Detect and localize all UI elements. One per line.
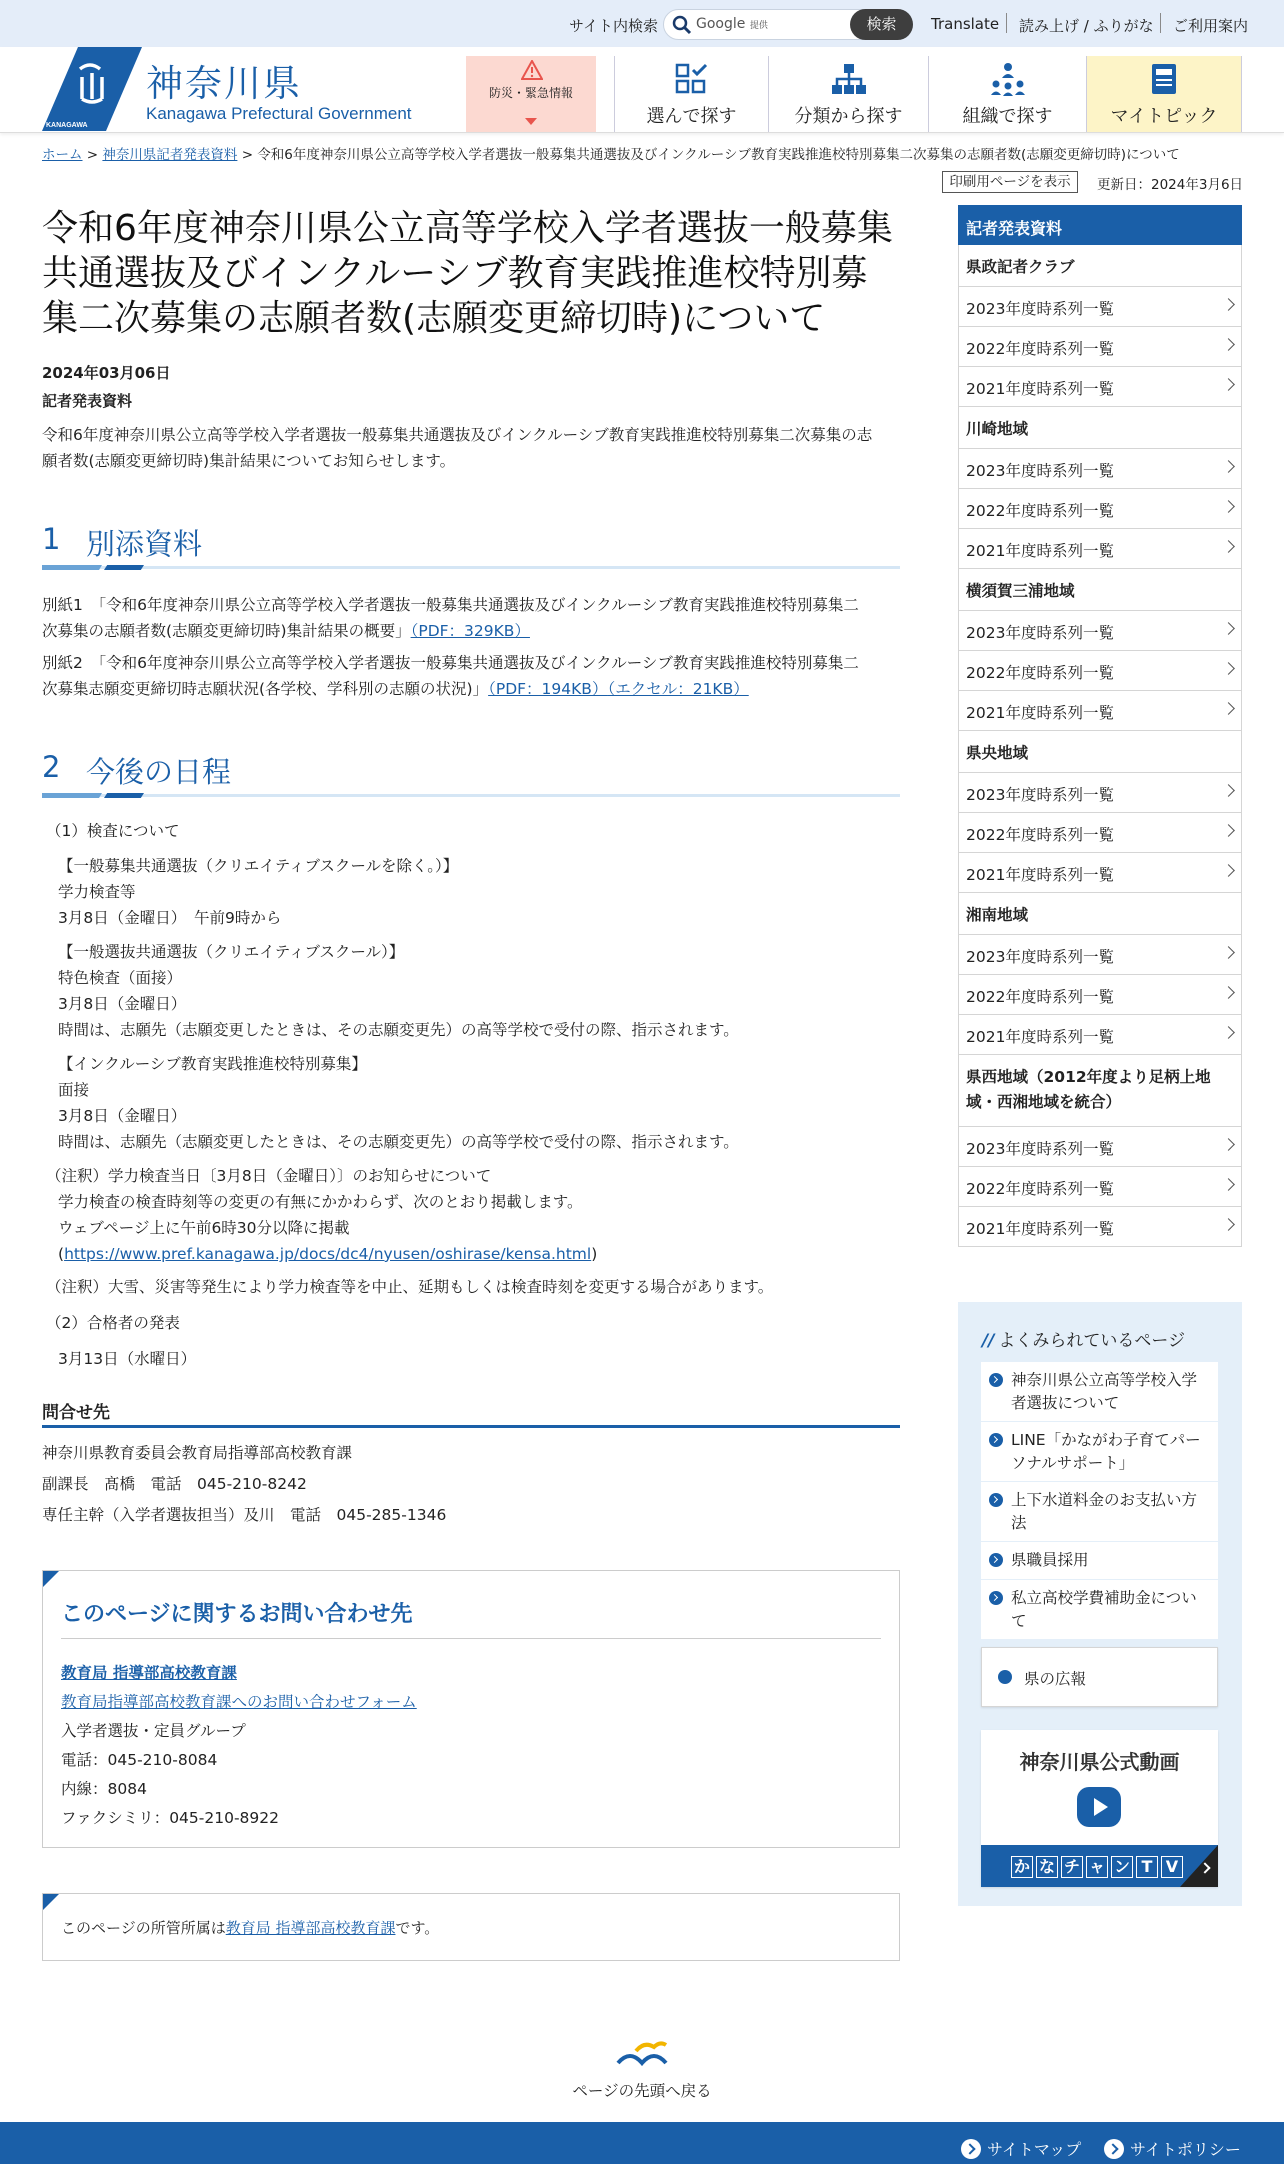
section-heading: 2 今後の日程 [42,750,900,800]
chevron-right-icon [1222,378,1235,391]
popular-item-label: 県職員採用 [1011,1551,1089,1569]
sidebar-item[interactable] [958,691,1242,731]
utility-bar [0,0,1284,47]
chevron-right-icon [1222,864,1235,877]
kanachan-char: V [1161,1856,1183,1878]
section-heading: 1 別添資料 [42,522,900,572]
chevron-right-icon [1222,824,1235,837]
sidebar-item-label: 2022年度時系列一覧 [966,1180,1114,1198]
sidebar-item[interactable] [958,853,1242,893]
publish-date: 2024年03月06日 [42,364,171,382]
kensa-link[interactable]: https://www.pref.kanagawa.jp/docs/dc4/nyusen/oshirase/kensa.html [64,1245,592,1263]
subheading: （1）検査について [46,822,180,840]
guide-link[interactable]: ご利用案内 [1173,17,1249,35]
divider [1006,13,1007,33]
kanachan-char: チ [1061,1856,1083,1878]
contact-heading: 問合せ先 [42,1398,900,1428]
site-footer [0,2122,1284,2164]
chevron-circle-icon [989,1373,1003,1387]
site-title-en: Kanagawa Prefectural Government [146,104,412,123]
note-1: （注釈）学力検査当日〔3月8日（金曜日）〕のお知らせについて 学力検査の検査時刻等の変更の有無にかかわらず、次のとおり掲載します。 ウェブページ上に午前6時30分以降に掲載 (https://www.pref.kanagawa.jp/docs/dc4/nyusen/oshirase/kensa.html) [46,1167,598,1263]
chevron-right-icon [1222,460,1235,473]
back-to-top[interactable] [542,2035,742,2105]
announcement-date: 3月13日（水曜日） [58,1350,197,1368]
category-label: 記者発表資料 [42,392,133,410]
chevron-circle-icon [998,1670,1012,1684]
subheading: （2）合格者の発表 [46,1314,180,1332]
breadcrumb-current: 令和6年度神奈川県公立高等学校入学者選抜一般募集共通選抜及びインクルーシブ教育実践推進校特別募集二次募集の志願者数(志願変更締切時)について [257,147,1180,163]
nav-label: 選んで探す [646,106,737,127]
sidebar-item-label: 2021年度時系列一覧 [966,866,1114,884]
nav-label: 組織で探す [962,106,1053,127]
sidebar-item[interactable] [958,327,1242,367]
chevron-right-icon [1222,662,1235,675]
nav-select-search[interactable] [614,56,768,132]
sidebar-group-heading: 川崎地域 [958,407,1242,449]
inquiry-box [42,1570,900,1848]
chevron-right-icon [1222,1138,1235,1151]
intro-text: 令和6年度神奈川県公立高等学校入学者選抜一般募集共通選抜及びインクルーシブ教育実践推進校特別募集二次募集の志 願者数(志願変更締切時)集計結果についてお知らせします。 [42,426,873,470]
breadcrumb-home[interactable]: ホーム [42,147,83,163]
owner-box [42,1893,900,1961]
svg-text:KANAGAWA: KANAGAWA [46,122,88,129]
kanachan-char: ン [1111,1856,1133,1878]
schedule-group-2: 【一般選抜共通選抜（クリエイティブスクール）】 特色検査（面接） 3月8日（金曜日） 時間は、志願先（志願変更したときは、その志願変更先）の高等学校で受付の際、指示されます。 [58,943,739,1039]
sidebar-item-label: 2022年度時系列一覧 [966,502,1114,520]
site-title[interactable]: 神奈川県 [146,62,302,105]
sidebar-item-label: 2023年度時系列一覧 [966,624,1114,642]
organization-icon [989,62,1027,96]
divider [1160,13,1161,33]
sidebar-item[interactable] [958,287,1242,327]
department-link[interactable]: 教育局 指導部高校教育課 [61,1664,237,1682]
inquiry-form-link[interactable]: 教育局指導部高校教育課へのお問い合わせフォーム [61,1693,417,1711]
emergency-label: 防災・緊急情報 [488,86,573,100]
chevron-circle-icon [989,1433,1003,1447]
warning-icon [521,60,543,80]
kanagawa-logo[interactable] [42,47,142,131]
chevron-circle-icon [989,1591,1003,1605]
popular-item[interactable] [981,1362,1218,1422]
kanachan-char: ャ [1086,1856,1108,1878]
sidebar-item[interactable] [958,651,1242,691]
sidebar-item-label: 2022年度時系列一覧 [966,826,1114,844]
chevron-circle-icon [989,1553,1003,1567]
sidebar-group-heading: 横須賀三浦地域 [958,569,1242,611]
sidebar-item[interactable] [958,611,1242,651]
chevron-right-icon [1222,986,1235,999]
back-to-top-label: ページの先頭へ戻る [572,2082,712,2100]
updated-date: 更新日：2024年3月6日 [1097,177,1244,193]
nav-label: マイトピック [1110,106,1218,127]
sidebar-item-label: 2022年度時系列一覧 [966,988,1114,1006]
attachment-2: 別紙2 「令和6年度神奈川県公立高等学校入学者選抜一般募集共通選抜及びインクルーシブ教育実践推進校特別募集二 次募集志願変更締切時志願状況(各学校、学科別の志願の状況)」（PDF：194KB）（エクセル：21KB） [42,654,859,698]
sidebar-group-heading: 湘南地域 [958,893,1242,935]
video-title: 神奈川県公式動画 [1019,1750,1180,1774]
popular-item[interactable] [981,1542,1218,1580]
popular-item[interactable] [981,1422,1218,1482]
attachment-2-excel-link[interactable]: （エクセル：21KB） [607,680,749,698]
popular-item-label: 私立高校学費補助金について [1011,1589,1197,1630]
page-title: 令和6年度神奈川県公立高等学校入学者選抜一般募集共通選抜及びインクルーシブ教育実践推進校特別募集二次募集の志願者数(志願変更締切時)について [42,208,893,339]
chevron-circle-icon [989,1493,1003,1507]
sidebar-item-label: 2023年度時系列一覧 [966,462,1114,480]
kanachan-char: か [1011,1856,1033,1878]
sidebar-item-label: 2021年度時系列一覧 [966,1028,1114,1046]
sidebar-item[interactable] [958,935,1242,975]
sidebar-item-label: 2023年度時系列一覧 [966,1140,1114,1158]
sidebar-item-label: 2022年度時系列一覧 [966,340,1114,358]
attachment-2-pdf-link[interactable]: （PDF：194KB） [488,680,608,698]
breadcrumb-sep: > [241,147,254,163]
owner-text: このページの所管所属は教育局 指導部高校教育課です。 [61,1919,440,1937]
attachment-1: 別紙1 「令和6年度神奈川県公立高等学校入学者選抜一般募集共通選抜及びインクルーシブ教育実践推進校特別募集二 次募集の志願者数(志願変更締切時)集計結果の概要」（PDF：329KB） [42,596,859,640]
sidebar-item[interactable] [958,529,1242,569]
sidebar-item[interactable] [958,449,1242,489]
chevron-circle-icon [1104,2139,1124,2159]
koho-label: 県の広報 [1024,1670,1087,1688]
grid-check-icon [674,62,710,96]
chevron-right-icon [1222,1026,1235,1039]
popular-item[interactable] [981,1580,1218,1640]
sidebar-item[interactable] [958,489,1242,529]
chevron-right-icon [1222,298,1235,311]
attachment-1-pdf-link[interactable]: （PDF：329KB） [410,622,530,640]
inquiry-details: 教育局 指導部高校教育課 教育局指導部高校教育課へのお問い合わせフォーム 入学者選抜・定員グループ 電話：045-210-8084 内線：8084 ファクシミリ：045-210-8922 [61,1664,417,1827]
breadcrumb-parent[interactable]: 神奈川県記者発表資料 [102,147,238,163]
sitemap-link[interactable]: サイトマップ [961,2137,1081,2160]
inquiry-title: このページに関するお問い合わせ先 [61,1597,881,1639]
emergency-info-button[interactable] [466,56,596,132]
sidebar-item-label: 2023年度時系列一覧 [966,300,1114,318]
kanachan-char: T [1136,1856,1158,1878]
site-search-label: サイト内検索 [569,17,658,35]
print-page-button[interactable]: 印刷用ページを表示 [942,171,1078,193]
seagull-icon [612,2035,672,2071]
schedule-group-1: 【一般募集共通選抜（クリエイティブスクールを除く。）】 学力検査等 3月8日（金曜日） 午前9時から [58,857,459,927]
kanachan-char: な [1036,1856,1058,1878]
popular-item[interactable] [981,1482,1218,1542]
chevron-right-icon [1222,338,1235,351]
chevron-right-icon [1222,946,1235,959]
sidebar-item[interactable] [958,1207,1242,1247]
sidebar-item-label: 2021年度時系列一覧 [966,380,1114,398]
popular-item-label: 上下水道料金のお支払い方法 [1011,1491,1198,1532]
official-video-banner[interactable] [981,1730,1218,1887]
chevron-right-icon [1222,540,1235,553]
chevron-right-icon [1222,622,1235,635]
sidebar-item[interactable] [958,1015,1242,1055]
chevron-right-icon [1222,500,1235,513]
chevron-right-icon [1222,1218,1235,1231]
sidebar-item[interactable] [958,975,1242,1015]
caret-down-icon [525,118,537,125]
site-header [0,47,1284,133]
sidebar-item-label: 2021年度時系列一覧 [966,542,1114,560]
sidebar-group-heading: 県政記者クラブ [958,245,1242,287]
chevron-right-icon [1222,702,1235,715]
google-label: Google 提供 [696,16,768,32]
sidebar-item[interactable] [958,1167,1242,1207]
search-button[interactable]: 検索 [850,9,913,40]
sidebar-item[interactable] [958,773,1242,813]
breadcrumb [42,143,1180,163]
sidebar-group-heading: 県央地域 [958,731,1242,773]
popular-heading: // よくみられているページ [982,1331,1186,1351]
chevron-circle-icon [961,2139,981,2159]
sidebar-item[interactable] [958,367,1242,407]
play-icon [1077,1787,1121,1827]
chevron-right-icon [1222,784,1235,797]
popular-item-label: LINE「かながわ子育てパーソナルサポート」 [1011,1431,1201,1472]
site-policy-link[interactable]: サイトポリシー [1104,2137,1241,2160]
reading-link[interactable]: 読み上げ / ふりがな [1019,17,1154,35]
contact-info: 神奈川県教育委員会教育局指導部高校教育課 副課長 髙橋 電話 045-210-8242 専任主幹（入学者選抜担当）及川 電話 045-285-1346 [42,1444,447,1524]
owner-link[interactable]: 教育局 指導部高校教育課 [225,1919,396,1937]
breadcrumb-sep: > [86,147,99,163]
hierarchy-icon [830,62,868,96]
nav-label: 分類から探す [794,106,903,127]
popular-item-label: 神奈川県公立高等学校入学者選抜について [1011,1371,1198,1412]
sidebar-item-label: 2023年度時系列一覧 [966,948,1114,966]
koho-link[interactable] [981,1647,1218,1707]
search-icon [672,15,692,35]
schedule-group-3: 【インクルーシブ教育実践推進校特別募集】 面接 3月8日（金曜日） 時間は、志願先（志願変更したときは、その志願変更先）の高等学校で受付の際、指示されます。 [58,1055,739,1151]
sidebar-item[interactable] [958,813,1242,853]
nav-mytopic[interactable] [1086,56,1242,132]
nav-category-search[interactable] [768,56,928,132]
nav-organization-search[interactable] [928,56,1086,132]
sidebar-item[interactable] [958,1127,1242,1167]
sidebar-item-label: 2023年度時系列一覧 [966,786,1114,804]
popular-pages [958,1302,1242,1906]
sidebar-item-label: 2022年度時系列一覧 [966,664,1114,682]
note-2: （注釈）大雪、災害等発生により学力検査等を中止、延期もしくは検査時刻を変更する場合があります。 [46,1278,774,1296]
translate-link[interactable]: Translate [931,15,1000,33]
chevron-right-icon [1222,1178,1235,1191]
sidebar-item-label: 2021年度時系列一覧 [966,1220,1114,1238]
notebook-icon [1149,62,1179,96]
sidebar-item-label: 2021年度時系列一覧 [966,704,1114,722]
sidebar-heading: 記者発表資料 [958,205,1242,245]
sidebar-group-heading: 県西地域（2012年度より足柄上地域・西湘地域を統合） [958,1055,1242,1127]
